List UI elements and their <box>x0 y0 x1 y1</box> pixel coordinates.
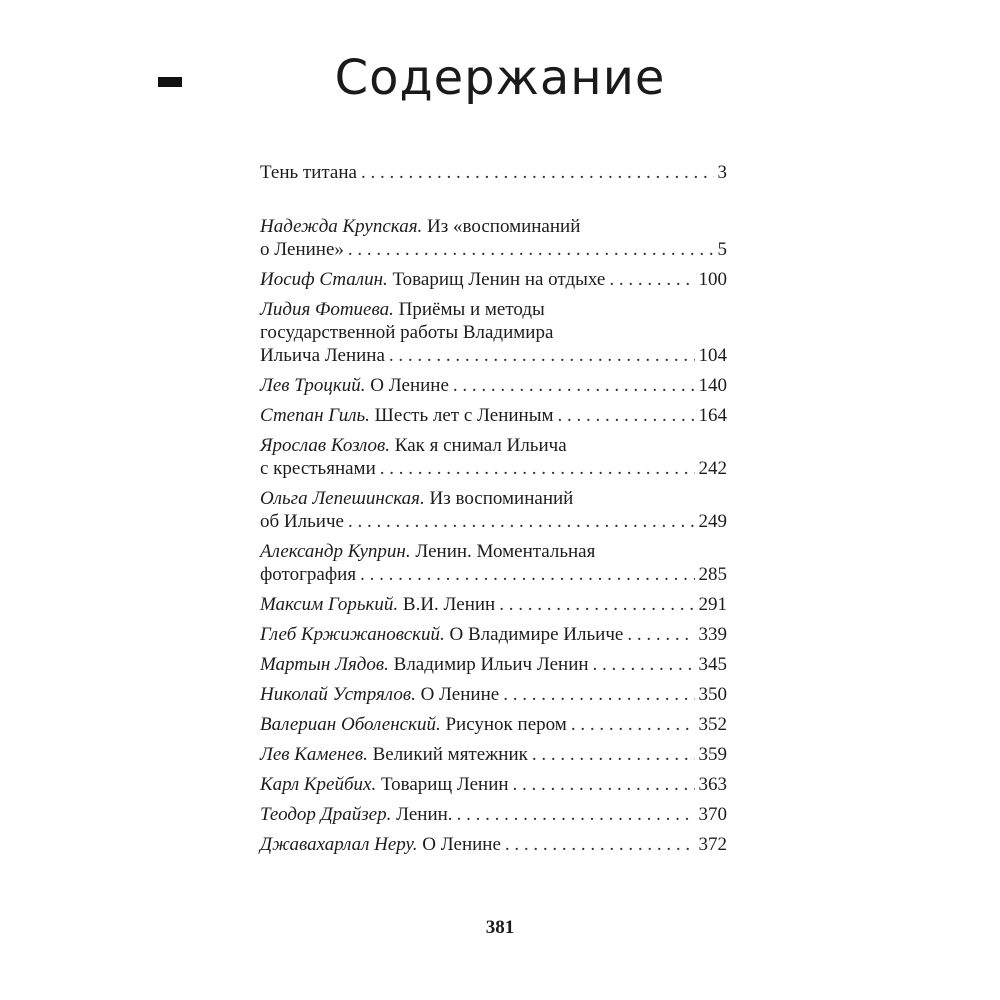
toc-title: В.И. Ленин <box>402 594 496 615</box>
toc-page-number: 3 <box>717 162 727 183</box>
toc-author: Джавахарлал Неру. <box>260 834 418 855</box>
toc-title: Товарищ Ленин <box>380 774 509 795</box>
dot-leader <box>499 593 694 616</box>
toc-entry <box>260 215 727 261</box>
dot-leader <box>505 833 695 856</box>
toc-title: Рисунок пером <box>445 714 567 735</box>
toc-entry <box>260 833 727 856</box>
toc-entry <box>260 803 727 826</box>
toc-title: об Ильиче <box>260 511 344 532</box>
toc-title: Ленин. <box>396 804 453 825</box>
dot-leader <box>571 713 695 736</box>
toc-page-number: 350 <box>698 684 727 705</box>
dot-leader <box>593 653 695 676</box>
dot-leader <box>361 161 714 184</box>
toc-title: о Ленине» <box>260 239 344 260</box>
toc-title: О Ленине <box>420 684 500 705</box>
toc-author: Степан Гиль. <box>260 405 370 426</box>
dot-leader <box>609 268 694 291</box>
toc-page-number: 249 <box>698 511 727 532</box>
toc-page-number: 345 <box>698 654 727 675</box>
toc-page-number: 100 <box>698 269 727 290</box>
toc-page-number: 140 <box>698 375 727 396</box>
toc-author: Глеб Кржижановский. <box>260 624 445 645</box>
toc-title-part: Из «воспоминаний <box>427 216 581 237</box>
toc-author: Николай Устрялов. <box>260 684 416 705</box>
toc-page-number: 5 <box>717 239 727 260</box>
toc-author: Лев Троцкий. <box>260 375 366 396</box>
toc-author: Ольга Лепешинская. <box>260 488 425 509</box>
toc-author: Валериан Оболенский. <box>260 714 441 735</box>
toc-page-number: 285 <box>698 564 727 585</box>
toc-author: Теодор Драйзер. <box>260 804 392 825</box>
toc-entry <box>260 683 727 706</box>
toc-entry <box>260 374 727 397</box>
toc-title-part: Ленин. Моментальная <box>415 541 596 562</box>
toc-entry <box>260 713 727 736</box>
toc-author: Ярослав Козлов. <box>260 435 391 456</box>
toc-page-number: 291 <box>698 594 727 615</box>
toc-title-part: Приёмы и методы <box>398 299 545 320</box>
dot-leader <box>513 773 695 796</box>
toc-author: Карл Крейбих. <box>260 774 377 795</box>
dot-leader <box>389 344 695 367</box>
toc-title-part: Как я снимал Ильича <box>394 435 567 456</box>
toc-title-part: государственной работы Владимира <box>260 322 554 343</box>
toc-entry <box>260 404 727 427</box>
toc-title: Ильича Ленина <box>260 345 385 366</box>
toc-page-number: 352 <box>698 714 727 735</box>
page-number: 381 <box>485 917 515 938</box>
dot-leader <box>627 623 694 646</box>
dot-leader <box>360 563 694 586</box>
toc-title: О Ленине <box>370 375 449 396</box>
toc-page-number: 372 <box>698 834 727 855</box>
toc-title: Владимир Ильич Ленин <box>393 654 589 675</box>
toc-page-number: 363 <box>698 774 727 795</box>
dot-leader <box>348 510 695 533</box>
toc-author: Максим Горький. <box>260 594 399 615</box>
toc-page-number: 104 <box>698 345 727 366</box>
toc-author: Надежда Крупская. <box>260 216 423 237</box>
toc-page-number: 164 <box>698 405 727 426</box>
toc-entry <box>260 540 727 586</box>
toc-author: Мартын Лядов. <box>260 654 389 675</box>
toc-title: фотография <box>260 564 357 585</box>
toc-entry <box>260 593 727 616</box>
toc-title: Товарищ Ленин на отдыхе <box>392 269 606 290</box>
toc-page-number: 242 <box>698 458 727 479</box>
table-of-contents <box>260 161 727 856</box>
toc-title: О Владимире Ильиче <box>449 624 624 645</box>
dot-leader <box>503 683 694 706</box>
toc-author: Иосиф Сталин. <box>260 269 388 290</box>
toc-title: Великий мятежник <box>372 744 528 765</box>
dot-leader <box>348 238 714 261</box>
toc-title: Тень титана <box>260 162 357 183</box>
dot-leader <box>457 803 695 826</box>
toc-page-number: 370 <box>698 804 727 825</box>
toc-title: О Ленине <box>422 834 501 855</box>
dot-leader <box>380 457 695 480</box>
toc-entry <box>260 623 727 646</box>
toc-entry <box>260 773 727 796</box>
dot-leader <box>453 374 695 397</box>
dot-leader <box>532 743 695 766</box>
toc-page-number: 339 <box>698 624 727 645</box>
toc-entry <box>260 743 727 766</box>
section-marker <box>158 77 182 87</box>
toc-entry <box>260 434 727 480</box>
toc-author: Александр Куприн. <box>260 541 411 562</box>
toc-author: Лидия Фотиева. <box>260 299 394 320</box>
toc-title: с крестьянами <box>260 458 376 479</box>
toc-entry <box>260 487 727 533</box>
toc-title-part: Из воспоминаний <box>429 488 574 509</box>
toc-entry <box>260 161 727 184</box>
toc-page-number: 359 <box>698 744 727 765</box>
page-title: Содержание <box>334 50 666 106</box>
dot-leader <box>558 404 695 427</box>
toc-title: Шесть лет с Лениным <box>374 405 554 426</box>
toc-entry <box>260 268 727 291</box>
toc-entry <box>260 298 727 367</box>
toc-author: Лев Каменев. <box>260 744 368 765</box>
toc-entry <box>260 653 727 676</box>
